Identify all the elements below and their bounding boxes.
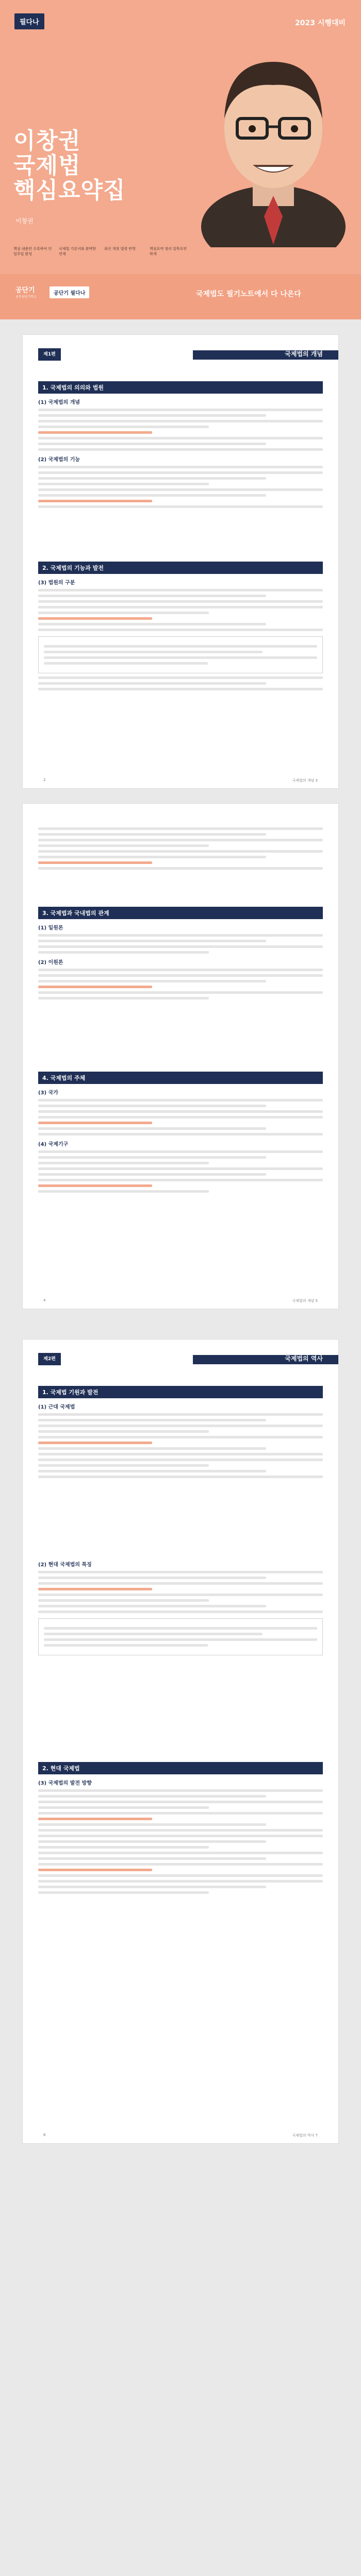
- section: [38, 562, 323, 693]
- brand-tag: 필다나: [14, 13, 44, 29]
- section: [38, 1072, 323, 1196]
- cover-slogan: 국제법도 필기노트에서 다 나온다: [196, 290, 301, 298]
- page-number: 6: [43, 2133, 46, 2137]
- cover-title-line: 이창권: [13, 128, 81, 154]
- publisher-logo-2: 공단기 필다나: [50, 286, 89, 298]
- publisher-logo: [15, 284, 37, 299]
- sub-heading: (1) 국제법의 개념: [38, 400, 80, 405]
- cover-title-line: 핵심요약집: [13, 177, 126, 204]
- sub-heading: (1) 일원론: [38, 925, 63, 931]
- edition-label: 2023 시행대비: [295, 19, 346, 27]
- cover-desc-item: 국제법 기본서와 완벽한 연계: [59, 247, 96, 256]
- cover: [0, 0, 361, 319]
- sub-heading: (2) 국제법의 기능: [38, 457, 80, 463]
- section-heading: 1. 국제법 기원과 발전: [38, 1386, 323, 1398]
- cover-desc-item: 최신 개정 법령 반영: [104, 247, 136, 251]
- publisher-name: 공단기: [15, 286, 35, 294]
- page-number: 국제법의 개념 5: [292, 1299, 318, 1303]
- section: [38, 907, 323, 1003]
- cover-desc-item: 핵심 내용만 수록하여 단 일주일 완성: [13, 247, 52, 256]
- section-heading: 2. 국제법의 기능과 발전: [38, 562, 323, 574]
- cover-description: [13, 246, 220, 257]
- section: [38, 1556, 323, 1655]
- section-heading: 2. 현대 국제법: [38, 1762, 323, 1774]
- page-number: 4: [43, 1298, 46, 1302]
- sub-heading: (3) 국제법의 발전 방향: [38, 1781, 92, 1786]
- page-number: 2: [43, 778, 46, 782]
- sub-heading: (1) 근대 국제법: [38, 1404, 75, 1410]
- chapter-label: 제1편: [38, 348, 61, 361]
- sub-heading: (2) 이원론: [38, 960, 63, 965]
- sub-heading: (4) 국제기구: [38, 1142, 69, 1147]
- note-box: [38, 636, 323, 673]
- section-heading: 4. 국제법의 주체: [38, 1072, 323, 1084]
- section: [38, 824, 323, 873]
- cover-title: [13, 129, 199, 203]
- content-page: [23, 804, 338, 1309]
- page-number: 국제법의 역사 7: [292, 2133, 318, 2138]
- cover-desc-item: 핵심요약 정리 일목요연하게: [150, 247, 187, 256]
- sub-heading: (2) 현대 국제법의 특징: [38, 1562, 92, 1568]
- content-page: [23, 335, 338, 788]
- cover-title-line: 국제법: [13, 152, 81, 179]
- chapter-title: 국제법의 개념: [285, 350, 323, 358]
- note-box: [38, 1618, 323, 1655]
- chapter-label: 제2편: [38, 1353, 61, 1365]
- section: [38, 1386, 323, 1481]
- cover-author: 이창권: [15, 217, 34, 225]
- content-page: [23, 1340, 338, 2143]
- chapter-header: [23, 335, 338, 366]
- publisher-sub: 공무원단기학교: [15, 295, 37, 299]
- section: [38, 1762, 323, 1897]
- chapter-header: [23, 1340, 338, 1370]
- chapter-title: 국제법의 역사: [285, 1355, 323, 1362]
- author-illustration: [196, 41, 351, 247]
- section-heading: 3. 국제법과 국내법의 관계: [38, 907, 323, 919]
- sub-heading: (3) 국가: [38, 1090, 58, 1096]
- section: [38, 381, 323, 511]
- page-number: 국제법의 개념 3: [292, 778, 318, 783]
- section-heading: 1. 국제법의 의의와 법원: [38, 381, 323, 394]
- sub-heading: (3) 법원의 구분: [38, 580, 75, 586]
